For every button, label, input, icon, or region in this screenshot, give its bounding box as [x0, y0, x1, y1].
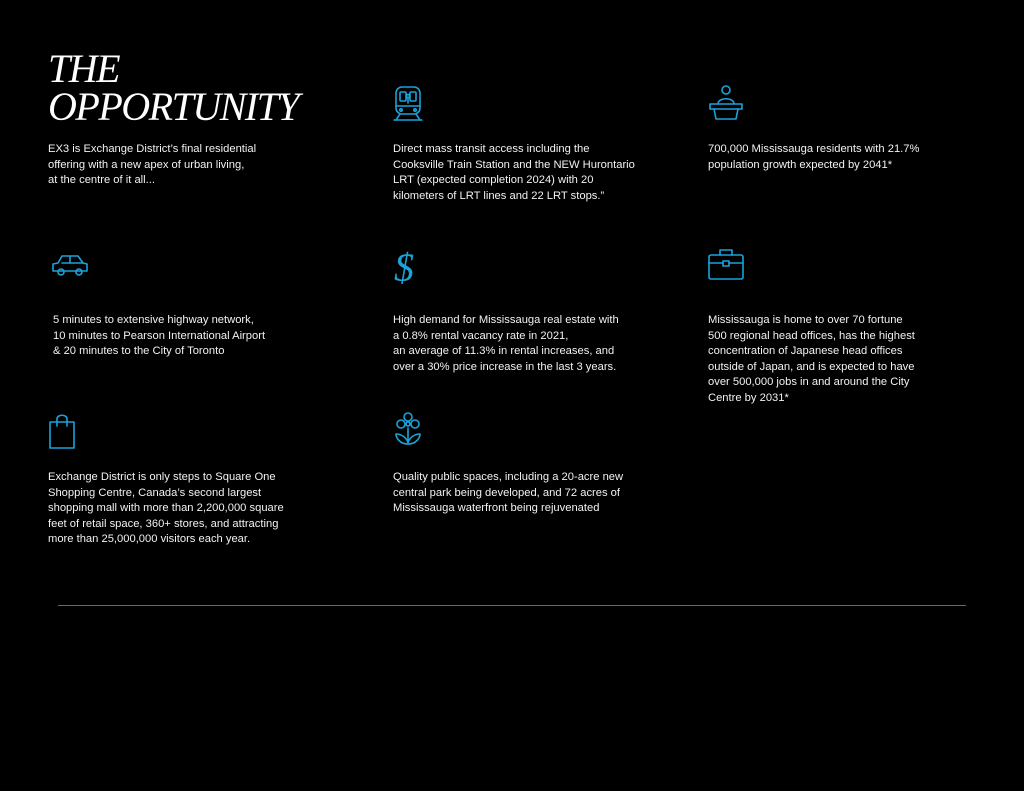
shopping-text: Exchange District is only steps to Square One Shopping Centre, Canada’s second largest shopping mall with more than 2,200,000 square feet of retail space, 360+ stores, and attracting more than 25,000,000 visitors each year. — [48, 471, 284, 545]
public-spaces-text: Quality public spaces, including a 20-acre new central park being developed, and 72 acres of Mississauga waterfront being rejuvenated — [393, 471, 624, 514]
car-icon — [50, 245, 90, 285]
transit-text: Direct mass transit access including the Cooksville Train Station and the NEW Hurontario LRT (expected completion 2024) with 20 kilometers of LRT lines and 22 LRT stops.” — [393, 143, 635, 202]
page-title-line-1: THE — [48, 46, 120, 91]
person-at-desk-icon — [706, 82, 746, 122]
divider-line — [58, 605, 966, 606]
residents-text: 700,000 Mississauga residents with 21.7% population growth expected by 2041* — [708, 143, 920, 171]
real-estate-text: High demand for Mississauga real estate with a 0.8% rental vacancy rate in 2021, an average of 11.3% in rental increases, and over a 30% price increase in the last 3 years. — [393, 314, 619, 373]
shopping-bag-icon — [42, 410, 82, 450]
highway-text: 5 minutes to extensive highway network, 10 minutes to Pearson International Airport & 20 minutes to the City of Toronto — [53, 314, 266, 357]
flower-icon — [388, 408, 428, 448]
page-title — [48, 46, 299, 129]
dollar-icon: $ — [394, 245, 414, 290]
briefcase-icon — [706, 244, 746, 284]
offices-text: Mississauga is home to over 70 fortune 500 regional head offices, has the highest concentration of Japanese head offices outside of Japan, and is expected to have over 500,000 jobs in and around the City Centre by 2031* — [708, 314, 915, 404]
train-icon — [388, 84, 428, 124]
page-title-line-2: OPPORTUNITY — [48, 84, 299, 129]
intro-text: EX3 is Exchange District’s final residential offering with a new apex of urban living, at the centre of it all... — [48, 143, 257, 186]
